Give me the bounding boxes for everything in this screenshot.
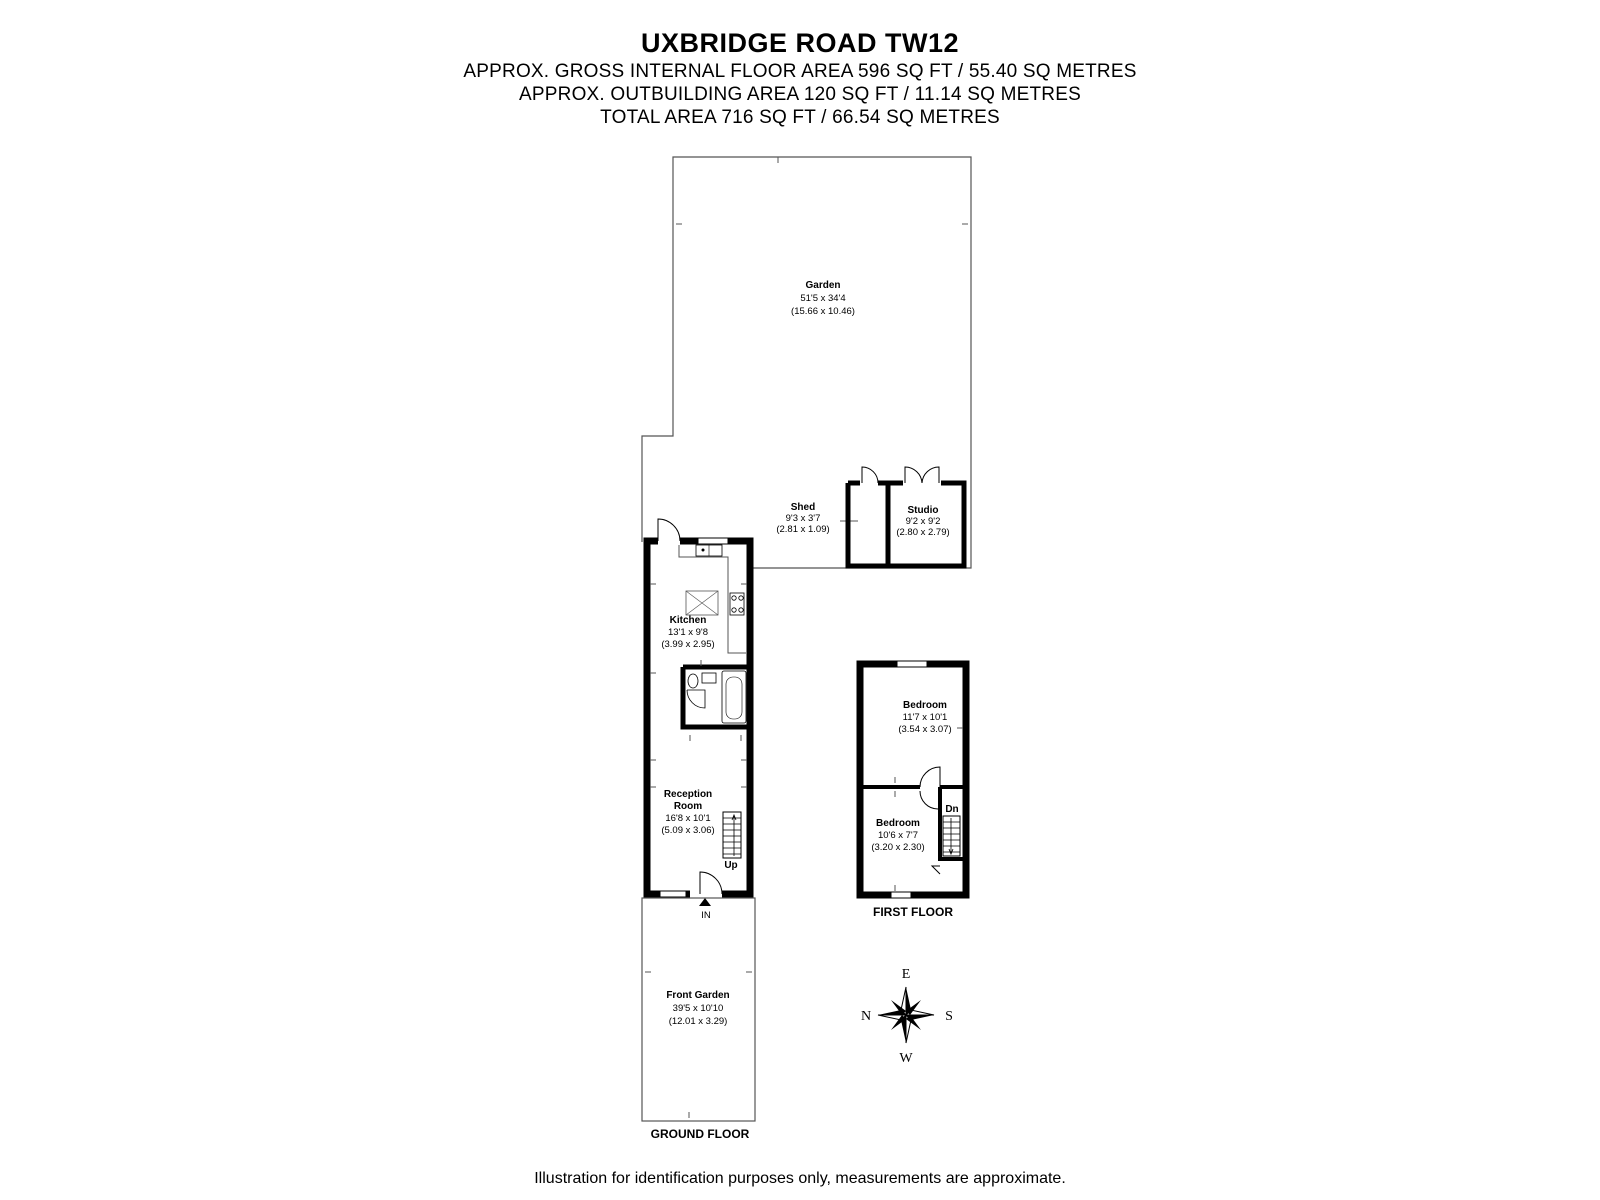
reception-name-line1: Reception xyxy=(663,789,713,800)
bathroom-basin xyxy=(702,673,716,683)
shed-imperial: 9'3 x 3'7 xyxy=(785,513,821,524)
outbuilding-area-line: APPROX. OUTBUILDING AREA 120 SQ FT / 11.14 SQ METRES xyxy=(519,84,1081,105)
studio-imperial: 9'2 x 9'2 xyxy=(905,516,941,527)
ground-floor-stairs xyxy=(723,812,741,858)
shed-metric: (2.81 x 1.09) xyxy=(776,524,830,535)
bedroom1-imperial: 11'7 x 10'1 xyxy=(902,712,948,723)
reception-metric: (5.09 x 3.06) xyxy=(661,825,715,836)
gross-area-line: APPROX. GROSS INTERNAL FLOOR AREA 596 SQ FT / 55.40 SQ METRES xyxy=(463,61,1137,82)
kitchen-imperial: 13'1 x 9'8 xyxy=(667,627,709,638)
ground-floor-outer-walls xyxy=(647,541,750,894)
front-garden-name: Front Garden xyxy=(666,990,730,1001)
shed-door xyxy=(862,467,878,483)
garden-metric: (15.66 x 10.46) xyxy=(791,306,855,317)
stairs-down-label: Dn xyxy=(945,804,959,815)
garden-dimension-ticks xyxy=(676,157,968,521)
bedroom1-metric: (3.54 x 3.07) xyxy=(898,724,952,735)
bedroom2-imperial: 10'6 x 7'7 xyxy=(877,830,919,841)
entrance-arrow-icon xyxy=(699,898,711,906)
front-garden-area xyxy=(642,898,755,1121)
entrance-label: IN xyxy=(701,910,711,921)
bedroom2-window xyxy=(891,892,911,898)
ground-floor-label: GROUND FLOOR xyxy=(650,1127,750,1141)
front-garden-imperial: 39'5 x 10'10 xyxy=(672,1003,724,1014)
kitchen-window xyxy=(698,538,728,544)
compass-south-label: S xyxy=(945,1009,953,1024)
bedroom2-name: Bedroom xyxy=(876,818,920,829)
garden-name: Garden xyxy=(805,280,841,291)
compass-rose-icon xyxy=(878,987,934,1043)
toilet xyxy=(688,674,698,688)
studio-doors xyxy=(905,467,939,483)
plan-title: UXBRIDGE ROAD TW12 xyxy=(640,28,960,58)
compass-east-label: E xyxy=(901,967,911,982)
first-floor-stairs xyxy=(943,816,960,856)
bedroom2-metric: (3.20 x 2.30) xyxy=(871,842,925,853)
compass-north-label: N xyxy=(860,1009,872,1024)
reception-imperial: 16'8 x 10'1 xyxy=(665,813,711,824)
stairs-up-label: Up xyxy=(724,860,738,871)
cupboard-door xyxy=(932,866,940,874)
bedroom2-door xyxy=(920,791,938,809)
bathtub xyxy=(722,671,746,723)
shed-name: Shed xyxy=(790,502,816,513)
kitchen-name: Kitchen xyxy=(669,615,707,626)
bathroom-walls xyxy=(683,667,750,727)
studio-metric: (2.80 x 2.79) xyxy=(896,527,950,538)
garden-imperial: 51'5 x 34'4 xyxy=(800,293,846,304)
outbuilding xyxy=(776,467,964,566)
reception-name-line2: Room xyxy=(673,801,703,812)
bedroom1-name: Bedroom xyxy=(903,700,947,711)
bathroom-door xyxy=(687,690,705,708)
front-window xyxy=(660,891,686,897)
disclaimer-text: Illustration for identification purposes only, measurements are approximate. xyxy=(534,1170,1066,1187)
kitchen-metric: (3.99 x 2.95) xyxy=(661,639,715,650)
studio-name: Studio xyxy=(907,505,939,516)
first-floor-house xyxy=(860,661,966,898)
bedroom1-window xyxy=(897,661,927,667)
front-door xyxy=(700,872,722,894)
first-floor-label: FIRST FLOOR xyxy=(873,905,953,919)
ground-floor-house xyxy=(647,519,750,921)
back-door xyxy=(658,519,680,541)
front-garden-metric: (12.01 x 3.29) xyxy=(668,1016,728,1027)
compass-west-label: W xyxy=(899,1051,913,1066)
total-area-line: TOTAL AREA 716 SQ FT / 66.54 SQ METRES xyxy=(600,107,1000,128)
bedroom1-door xyxy=(920,767,940,787)
